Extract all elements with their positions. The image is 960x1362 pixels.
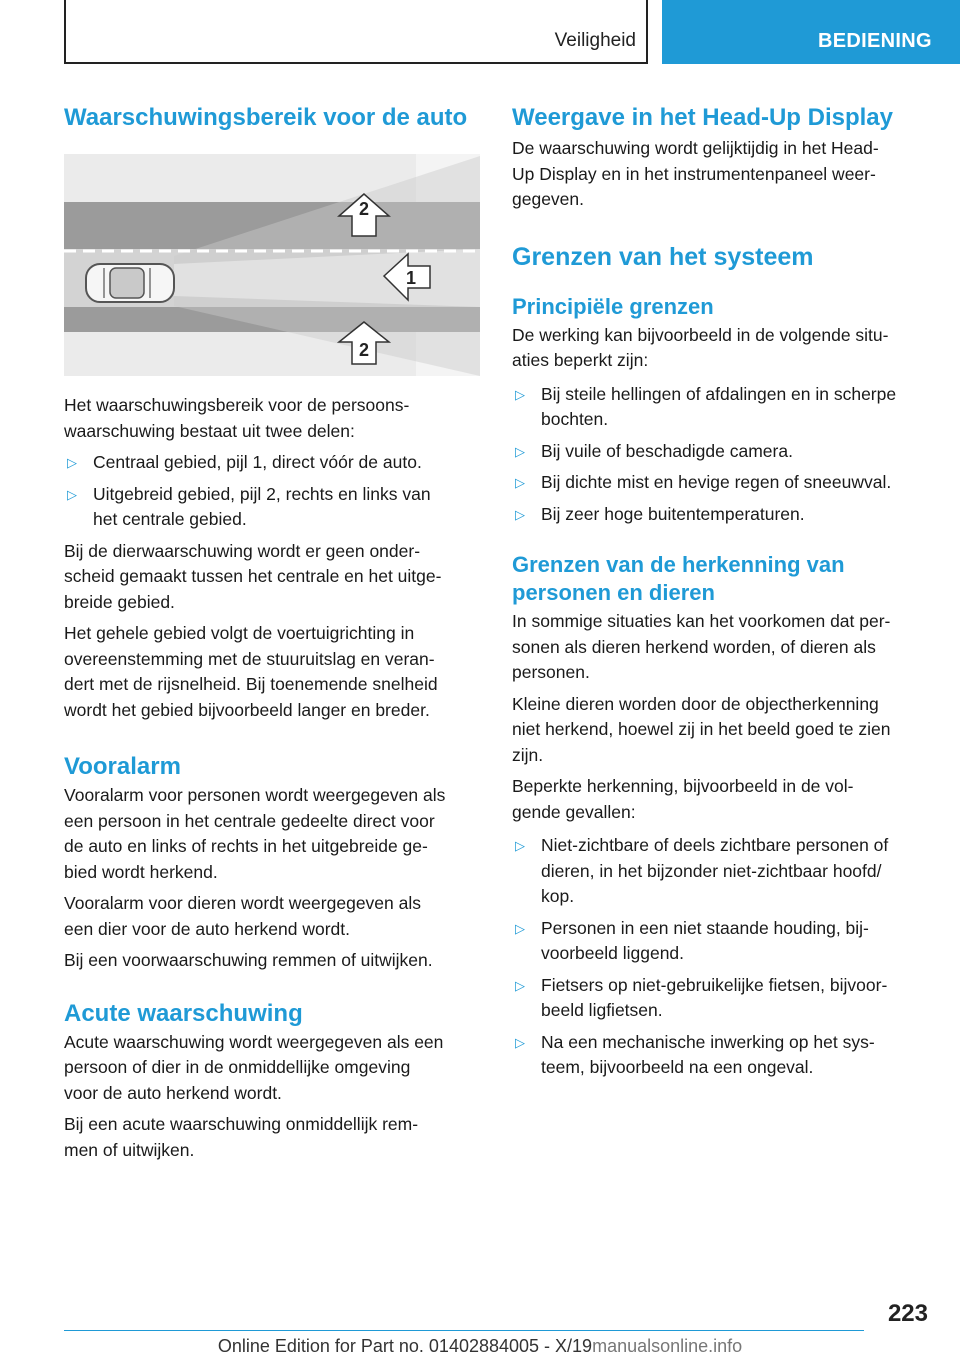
list-item-text: Niet-zichtbare of deels zichtbare personen of dieren, in het bijzonder niet-zichtbaar hoofd/ kop. [541,835,889,906]
paragraph: Acute waarschuwing wordt weergegeven als een persoon of dier in de onmiddellijke omgeving voor de auto herkend wordt. [64,1031,444,1103]
header-chapter-label: BEDIENING [818,30,932,52]
list-item [64,482,480,533]
triangle-bullet-icon: ▷ [515,977,525,993]
bullet-list [512,833,932,1081]
arrow-1-center-label: 1 [405,268,417,288]
heading-system-limits: Grenzen van het systeem [512,242,814,271]
paragraph: Bij een voorwaarschuwing remmen of uitwijken. [64,950,433,970]
heading-head-up-display: Weergave in het Head-Up Display [512,104,893,131]
list-item-text: Bij vuile of beschadigde camera. [541,440,793,461]
list-item-text: Uitgebreid gebied, pijl 2, rechts en links van het centrale gebied. [93,483,431,529]
list-item [512,973,932,1024]
list-item-text: Bij steile hellingen of afdalingen en in scherpe bochten. [541,383,897,429]
paragraph: Bij een acute waarschuwing onmiddellijk rem- men of uitwijken. [64,1114,419,1160]
arrow-2-bottom-label: 2 [358,340,370,360]
list-item [512,502,932,528]
heading-acute-warning: Acute waarschuwing [64,999,303,1027]
list-item-text: Bij dichte mist en hevige regen of sneeuwval. [541,472,892,492]
paragraph: Vooralarm voor dieren wordt weergegeven als een dier voor de auto herkend wordt. [64,893,421,939]
footer-edition [0,1336,960,1357]
paragraph: De waarschuwing wordt gelijktijdig in het Head- Up Display en in het instrumentenpaneel weer- gegeven. [512,138,879,209]
list-item [512,382,932,433]
list-item-text: Fietsers op niet-gebruikelijke fietsen, bijvoor- beeld ligfietsen. [541,974,888,1020]
list-item [512,439,932,465]
triangle-bullet-icon: ▷ [515,506,525,522]
footer-edition-text: Online Edition for Part no. 01402884005 - X/19 [217,1336,593,1356]
list-item [512,916,932,967]
paragraph: Het gehele gebied volgt de voertuigrichting in overeenstemming met de stuuruitslag en veran- dert met de rijsnelheid. Bij toenemende snelheid wordt het gebied bijvoorbeeld langer en breder. [64,623,438,720]
list-item-text: Na een mechanische inwerking op het sys- teem, bijvoorbeeld na een ongeval. [541,1031,875,1077]
paragraph: Bij de dierwaarschuwing wordt er geen onder- scheid gemaakt tussen het centrale en het uitge- breide gebied. [64,540,442,612]
triangle-bullet-icon: ▷ [515,838,525,853]
header-chapter-tab[interactable] [662,0,960,64]
list-item [512,470,932,496]
footer-divider [64,1330,864,1331]
paragraph: Vooralarm voor personen wordt weergegeven als een persoon in het centrale gedeelte direct voor de auto en links of rechts in het uitgebreide ge- bied wordt herkend. [64,785,446,882]
footer-watermark: manualsonline.info [592,1336,743,1356]
triangle-bullet-icon: ▷ [515,443,525,459]
warning-range-illustration [64,154,480,376]
paragraph: Het waarschuwingsbereik voor de persoons- waarschuwing bestaat uit twee delen: [64,395,410,441]
header-section-title: Veiligheid [554,30,636,51]
paragraph: Beperkte herkenning, bijvoorbeeld in de vol- gende gevallen: [512,776,854,822]
left-column [64,96,480,1163]
bullet-list [512,382,932,528]
page-number: 223 [887,1300,928,1327]
paragraph: De werking kan bijvoorbeeld in de volgende situ- aties beperkt zijn: [512,324,889,370]
heading-principal-limits: Principiële grenzen [512,293,714,319]
list-item [512,1030,932,1081]
list-item [64,450,480,476]
list-item-text: Centraal gebied, pijl 1, direct vóór de auto. [93,452,422,472]
list-item-text: Personen in een niet staande houding, bij- voorbeeld liggend. [541,917,869,963]
triangle-bullet-icon: ▷ [515,475,525,490]
triangle-bullet-icon: ▷ [515,1034,525,1050]
heading-prealarm: Vooralarm [64,753,181,780]
car-icon [86,264,174,302]
triangle-bullet-icon: ▷ [515,920,525,936]
heading-recognition-limits: Grenzen van de herkenning van personen en dieren [512,552,845,605]
paragraph: In sommige situaties kan het voorkomen dat per- sonen als dieren herkend worden, of dieren als personen. [512,611,891,682]
triangle-bullet-icon: ▷ [67,455,77,470]
triangle-bullet-icon: ▷ [515,386,525,402]
list-item-text: Bij zeer hoge buitentemperaturen. [541,503,805,524]
arrow-2-top-label: 2 [358,199,370,219]
triangle-bullet-icon: ▷ [67,486,77,502]
list-item [512,833,932,910]
heading-warning-range: Waarschuwingsbereik voor de auto [64,104,468,131]
bullet-list [64,450,480,533]
right-column [512,96,932,1081]
paragraph: Kleine dieren worden door de objectherkenning niet herkend, hoewel zij in het beeld goed te zien zijn. [512,693,891,765]
